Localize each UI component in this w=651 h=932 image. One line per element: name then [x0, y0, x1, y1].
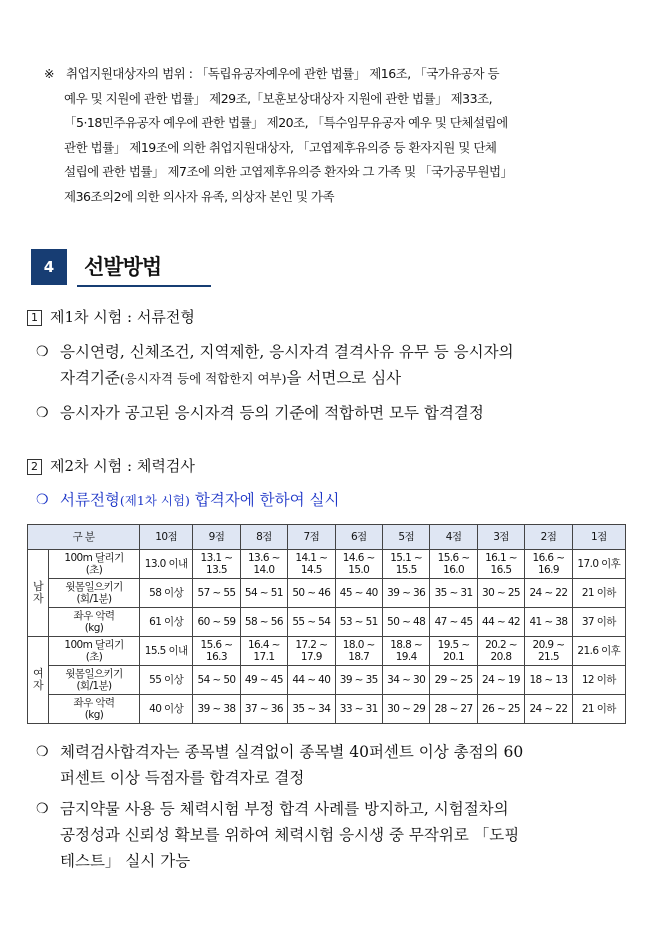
score-cell — [430, 666, 477, 695]
score-value: 18.8 ~ — [390, 639, 423, 651]
bullet-text: 자격기준 — [60, 369, 120, 387]
header-cell: 7점 — [288, 525, 335, 550]
score-cell — [430, 550, 477, 579]
score-cell — [430, 579, 477, 608]
score-cell — [430, 695, 477, 724]
score-cell — [240, 695, 287, 724]
score-cell — [382, 579, 429, 608]
sex-char: 남 — [32, 580, 44, 593]
score-value: 55 이상 — [149, 674, 184, 686]
bullet-small-text: (제1차 시험) — [119, 493, 190, 508]
stage2-number-box: 2 — [27, 459, 42, 475]
table-row — [28, 637, 626, 666]
bullet-text: 서류전형 — [60, 491, 120, 509]
score-value: 24 ~ 22 — [529, 703, 568, 715]
note-line: 관한 법률」 제19조에 의한 취업지원대상자, 「고엽제후유의증 등 환자지원 및 단체 — [64, 139, 497, 155]
score-value: 37 ~ 36 — [244, 703, 283, 715]
score-value: 41 ~ 38 — [529, 616, 568, 628]
score-value: 17.1 — [253, 651, 275, 663]
score-value: 15.6 ~ — [200, 639, 233, 651]
section-underline — [77, 285, 211, 287]
score-value: 14.1 ~ — [295, 552, 328, 564]
score-value: 53 ~ 51 — [339, 616, 378, 628]
stage2-heading — [27, 455, 195, 476]
score-cell — [288, 550, 335, 579]
score-cell — [335, 608, 382, 637]
score-cell — [525, 608, 572, 637]
score-value: 58 ~ 56 — [244, 616, 283, 628]
score-value: 21 이하 — [581, 587, 616, 599]
header-cell: 2점 — [525, 525, 572, 550]
bullet-line: 금지약물 사용 등 체력시험 부정 합격 사례를 방지하고, 시험절차의 — [60, 800, 509, 818]
note-line: 취업지원대상자의 범위 : 「독립유공자예우에 관한 법률」 제16조, 「국가유공자 등 — [66, 66, 500, 81]
score-value: 21.5 — [537, 651, 559, 663]
score-cell — [240, 666, 287, 695]
score-value: 16.4 ~ — [247, 639, 280, 651]
table-row — [28, 608, 626, 637]
score-value: 24 ~ 19 — [482, 674, 521, 686]
circle-bullet-icon: ❍ — [36, 344, 49, 360]
score-cell — [240, 550, 287, 579]
score-cell — [193, 637, 240, 666]
score-value: 21.6 이후 — [577, 645, 621, 657]
score-cell — [477, 608, 524, 637]
score-value: 33 ~ 31 — [339, 703, 378, 715]
score-value: 54 ~ 50 — [197, 674, 236, 686]
score-cell — [572, 608, 625, 637]
score-value: 44 ~ 40 — [292, 674, 331, 686]
pass-criteria-bullet — [36, 739, 626, 791]
section-number: 4 — [31, 249, 67, 285]
score-cell — [288, 666, 335, 695]
section-title: 선발방법 — [84, 255, 162, 279]
score-value: 58 이상 — [149, 587, 184, 599]
note-line: 제36조의2에 의한 의사자 유족, 의상자 본인 및 가족 — [64, 188, 335, 204]
score-cell — [240, 608, 287, 637]
event-unit: (초) — [85, 651, 103, 663]
score-cell — [477, 579, 524, 608]
score-cell — [140, 695, 193, 724]
score-value: 39 ~ 35 — [339, 674, 378, 686]
score-value: 29 ~ 25 — [434, 674, 473, 686]
sex-char: 자 — [32, 592, 44, 605]
eligibility-note — [44, 62, 624, 209]
note-line: 「5·18민주유공자 예우에 관한 법률」 제20조, 「특수임무유공자 예우 및 단체설립에 — [64, 115, 508, 130]
bullet-small-text: (응시자격 등에 적합한지 여부) — [119, 371, 287, 386]
event-name: 윗몸일으키기 — [65, 668, 123, 680]
table-row — [28, 666, 626, 695]
event-name: 100m 달리기 — [64, 639, 124, 651]
score-value: 39 ~ 38 — [197, 703, 236, 715]
score-cell — [382, 695, 429, 724]
score-value: 16.5 — [490, 564, 512, 576]
score-cell — [382, 637, 429, 666]
score-value: 13.1 ~ — [200, 552, 233, 564]
table-row — [28, 579, 626, 608]
score-value: 19.4 — [395, 651, 417, 663]
score-cell — [477, 550, 524, 579]
score-value: 16.3 — [206, 651, 227, 663]
event-name: 윗몸일으키기 — [65, 581, 123, 593]
score-value: 17.0 이후 — [577, 558, 621, 570]
circle-bullet-icon: ❍ — [36, 801, 49, 817]
score-value: 16.6 ~ — [532, 552, 565, 564]
score-cell — [240, 579, 287, 608]
bullet-line — [36, 487, 626, 514]
score-value: 15.1 ~ — [390, 552, 423, 564]
score-cell — [572, 637, 625, 666]
bullet-text: 을 서면으로 심사 — [286, 369, 402, 387]
event-cell — [49, 608, 140, 637]
score-cell — [335, 550, 382, 579]
score-cell — [140, 637, 193, 666]
header-cell: 6점 — [335, 525, 382, 550]
score-value: 12 이하 — [581, 674, 616, 686]
score-cell — [335, 579, 382, 608]
event-unit: (kg) — [84, 622, 104, 634]
score-value: 47 ~ 45 — [434, 616, 473, 628]
event-name: 좌우 악력 — [73, 697, 115, 709]
score-value: 18 ~ 13 — [529, 674, 568, 686]
score-cell — [525, 550, 572, 579]
bullet-line: 퍼센트 이상 득점자를 합격자로 결정 — [60, 769, 305, 787]
score-cell — [335, 695, 382, 724]
header-cell: 8점 — [240, 525, 287, 550]
bullet-line: 체력검사합격자는 종목별 실격없이 종목별 40퍼센트 이상 총점의 60 — [60, 743, 524, 761]
score-value: 14.6 ~ — [342, 552, 375, 564]
score-value: 30 ~ 29 — [387, 703, 426, 715]
event-cell — [49, 695, 140, 724]
stage2-title: 제2차 시험 : 체력검사 — [50, 457, 195, 475]
header-cell: 4점 — [430, 525, 477, 550]
score-cell — [525, 579, 572, 608]
score-value: 20.8 — [490, 651, 512, 663]
event-name: 좌우 악력 — [73, 610, 115, 622]
score-value: 40 이상 — [149, 703, 184, 715]
score-cell — [288, 608, 335, 637]
circle-bullet-icon: ❍ — [36, 492, 49, 508]
stage1-bullet-2 — [36, 400, 626, 426]
event-unit: (회/1분) — [76, 593, 112, 605]
score-cell — [335, 637, 382, 666]
note-line: 예우 및 지원에 관한 법률」 제29조,「보훈보상대상자 지원에 관한 법률」 제33조, — [64, 90, 493, 106]
score-value: 15.0 — [348, 564, 370, 576]
stage2-note — [36, 487, 626, 514]
score-value: 13.0 이내 — [144, 558, 188, 570]
score-value: 13.5 — [206, 564, 227, 576]
score-cell — [140, 550, 193, 579]
event-name: 100m 달리기 — [64, 552, 124, 564]
sex-cell — [28, 550, 49, 637]
section-heading — [31, 249, 181, 287]
table-header-row — [28, 525, 626, 550]
bullet-line: 공정성과 신뢰성 확보를 위하여 체력시험 응시생 중 무작위로 「도핑 — [60, 826, 520, 844]
bullet-line: 응시자가 공고된 응시자격 등의 기준에 적합하면 모두 합격결정 — [60, 404, 484, 422]
score-cell — [430, 637, 477, 666]
score-cell — [525, 637, 572, 666]
score-value: 16.1 ~ — [485, 552, 517, 564]
score-cell — [193, 666, 240, 695]
score-value: 55 ~ 54 — [292, 616, 331, 628]
score-cell — [193, 608, 240, 637]
score-value: 17.2 ~ — [295, 639, 328, 651]
score-value: 28 ~ 27 — [434, 703, 473, 715]
event-unit: (회/1분) — [76, 680, 112, 692]
score-cell — [572, 666, 625, 695]
score-value: 19.5 ~ — [437, 639, 470, 651]
score-cell — [240, 637, 287, 666]
note-line: 설립에 관한 법률」 제7조에 의한 고엽제후유의증 환자와 그 가족 및 「국가공무원법」 — [64, 164, 513, 179]
header-cell: 구 분 — [28, 525, 140, 550]
bullet-text: 합격자에 한하여 실시 — [189, 491, 340, 509]
stage1-number-box: 1 — [27, 310, 42, 326]
score-cell — [193, 695, 240, 724]
score-cell — [288, 579, 335, 608]
reference-mark: ※ — [44, 66, 54, 81]
score-value: 34 ~ 30 — [387, 674, 426, 686]
score-cell — [140, 579, 193, 608]
score-cell — [140, 666, 193, 695]
doping-test-bullet — [36, 796, 626, 874]
score-cell — [430, 608, 477, 637]
score-cell — [382, 608, 429, 637]
score-value: 35 ~ 34 — [292, 703, 331, 715]
score-value: 44 ~ 42 — [482, 616, 521, 628]
score-value: 13.6 ~ — [247, 552, 280, 564]
header-cell: 5점 — [382, 525, 429, 550]
stage1-heading — [27, 306, 195, 327]
sex-char: 자 — [32, 679, 44, 692]
score-value: 17.9 — [300, 651, 322, 663]
score-cell — [382, 550, 429, 579]
score-value: 30 ~ 25 — [482, 587, 521, 599]
score-value: 61 이상 — [149, 616, 184, 628]
score-value: 50 ~ 46 — [292, 587, 331, 599]
score-cell — [382, 666, 429, 695]
circle-bullet-icon: ❍ — [36, 405, 49, 421]
score-cell — [572, 550, 625, 579]
sex-char: 여 — [32, 667, 44, 680]
score-value: 20.9 ~ — [532, 639, 565, 651]
score-value: 50 ~ 48 — [387, 616, 426, 628]
score-value: 45 ~ 40 — [339, 587, 378, 599]
score-value: 20.1 — [443, 651, 465, 663]
score-value: 21 이하 — [581, 703, 616, 715]
stage1-title: 제1차 시험 : 서류전형 — [50, 308, 195, 326]
score-value: 37 이하 — [581, 616, 616, 628]
score-value: 16.0 — [443, 564, 465, 576]
score-cell — [572, 695, 625, 724]
score-value: 14.0 — [253, 564, 275, 576]
score-cell — [335, 666, 382, 695]
score-value: 35 ~ 31 — [434, 587, 473, 599]
score-cell — [572, 579, 625, 608]
score-value: 16.9 — [537, 564, 559, 576]
score-value: 60 ~ 59 — [197, 616, 236, 628]
circle-bullet-icon: ❍ — [36, 744, 49, 760]
score-value: 57 ~ 55 — [197, 587, 236, 599]
score-cell — [477, 666, 524, 695]
event-cell — [49, 637, 140, 666]
bullet-line: 테스트」 실시 가능 — [60, 852, 191, 870]
table-row — [28, 695, 626, 724]
score-value: 15.6 ~ — [437, 552, 470, 564]
bullet-line — [36, 365, 626, 392]
score-cell — [525, 695, 572, 724]
score-value: 18.7 — [348, 651, 370, 663]
event-cell — [49, 550, 140, 579]
header-cell: 1점 — [572, 525, 625, 550]
fitness-score-table — [27, 524, 626, 724]
score-value: 15.5 이내 — [144, 645, 188, 657]
score-value: 49 ~ 45 — [244, 674, 283, 686]
score-cell — [193, 550, 240, 579]
score-cell — [477, 637, 524, 666]
table-row — [28, 550, 626, 579]
score-cell — [288, 637, 335, 666]
score-value: 24 ~ 22 — [529, 587, 568, 599]
score-cell — [477, 695, 524, 724]
score-value: 14.5 — [300, 564, 322, 576]
event-unit: (초) — [85, 564, 103, 576]
sex-cell — [28, 637, 49, 724]
header-cell: 10점 — [140, 525, 193, 550]
score-cell — [525, 666, 572, 695]
score-cell — [288, 695, 335, 724]
score-value: 26 ~ 25 — [482, 703, 521, 715]
score-value: 15.5 — [395, 564, 417, 576]
score-value: 54 ~ 51 — [244, 587, 283, 599]
header-cell: 3점 — [477, 525, 524, 550]
event-unit: (kg) — [84, 709, 104, 721]
score-cell — [140, 608, 193, 637]
score-cell — [193, 579, 240, 608]
score-value: 18.0 ~ — [342, 639, 375, 651]
score-value: 39 ~ 36 — [387, 587, 426, 599]
event-cell — [49, 666, 140, 695]
header-cell: 9점 — [193, 525, 240, 550]
score-value: 20.2 ~ — [485, 639, 517, 651]
event-cell — [49, 579, 140, 608]
bullet-line: 응시연령, 신체조건, 지역제한, 응시자격 결격사유 유무 등 응시자의 — [60, 343, 514, 361]
stage1-bullet-1 — [36, 339, 626, 392]
